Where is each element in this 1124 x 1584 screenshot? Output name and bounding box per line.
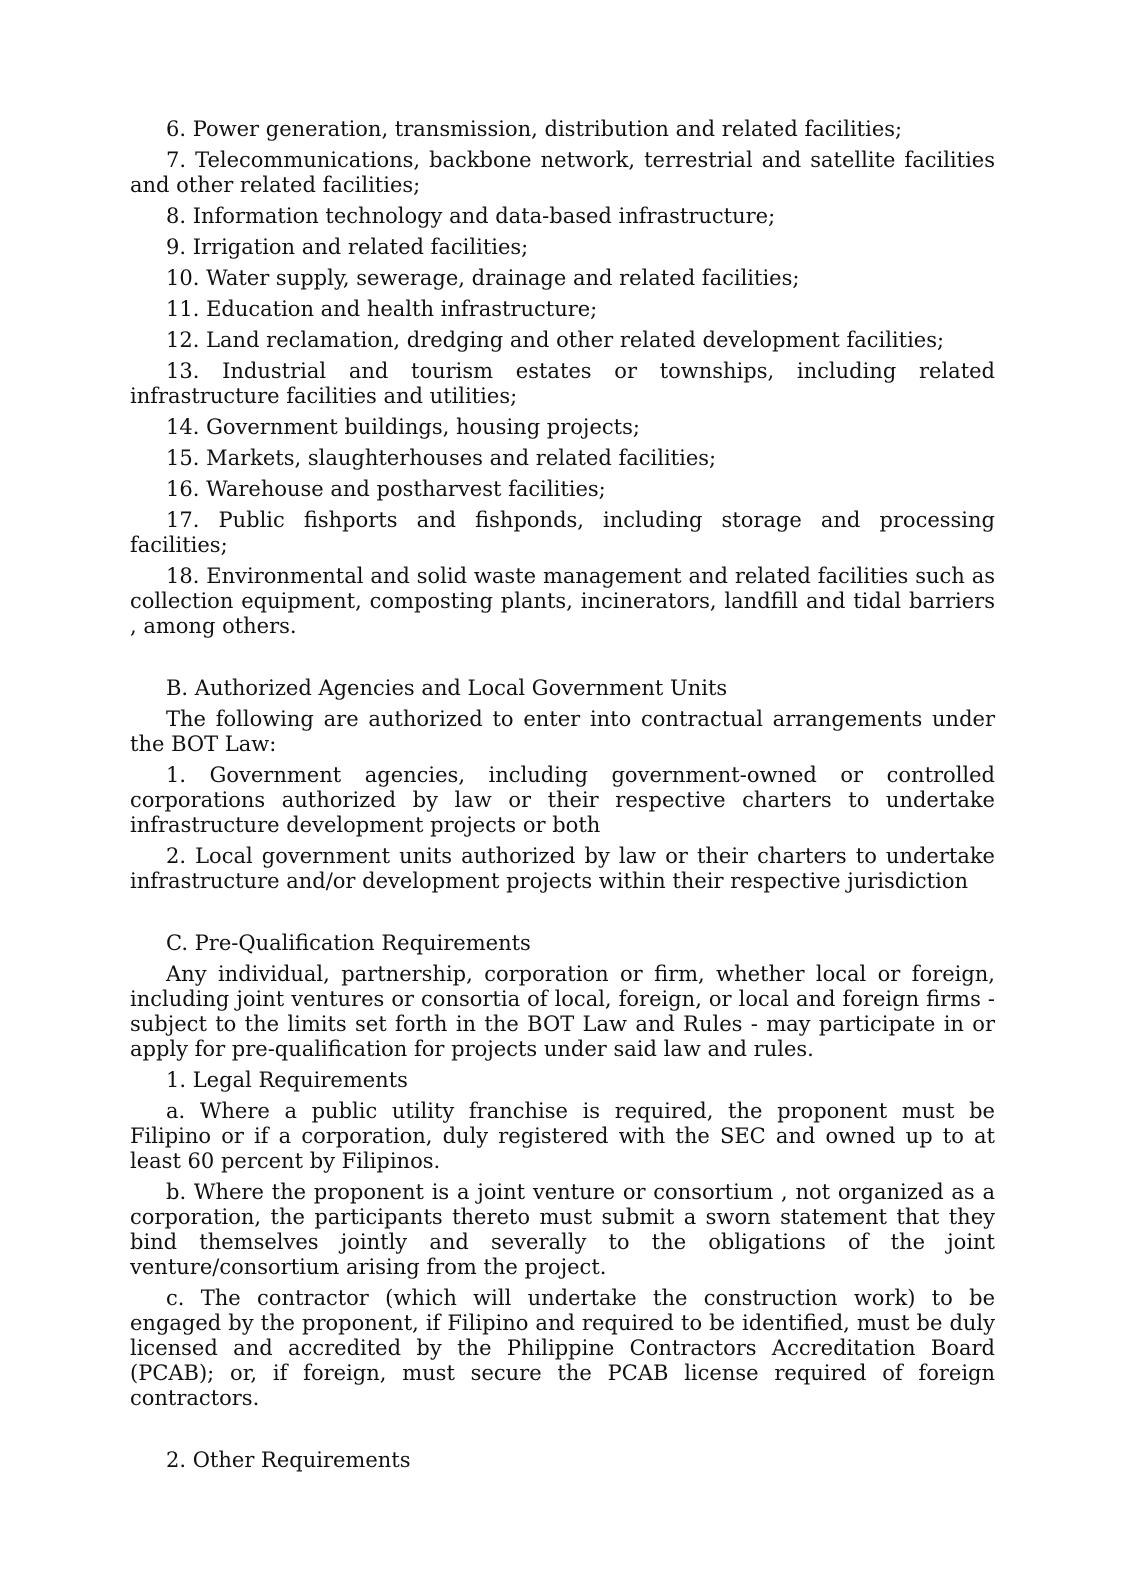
list-item-power: 6. Power generation, transmission, distribution and related facilities; [166, 117, 903, 141]
legal-requirement-b: b. Where the proponent is a joint venture or consortium , not organized as a corporation, the participants thereto must submit a sworn statement that they bind themselves jointly and severally to the obligations of the joint venture/consortium arising from the project. [130, 1180, 995, 1279]
legal-requirement-c: c. The contractor (which will undertake the construction work) to be engaged by the proponent, if Filipino and required to be identified, must be duly licensed and accredited by the Philippine Contractors Accreditation Board (PCAB); or, if foreign, must secure the PCAB license required of foreign contractors. [130, 1286, 995, 1410]
section-c-heading: C. Pre-Qualification Requirements [166, 931, 531, 955]
section-b-item-government-agencies: 1. Government agencies, including government-owned or controlled corporations authorized by law or their respective charters to undertake infrastructure development projects or both [130, 763, 995, 837]
document-body [130, 117, 995, 1479]
legal-requirements-heading: 1. Legal Requirements [166, 1068, 408, 1092]
list-item-fishports: 17. Public fishports and fishponds, including storage and processing facilities; [130, 508, 995, 557]
list-item-irrigation: 9. Irrigation and related facilities; [166, 235, 529, 259]
list-item-land-reclamation: 12. Land reclamation, dredging and other related development facilities; [166, 328, 945, 352]
section-c-intro: Any individual, partnership, corporation or firm, whether local or foreign, including joint ventures or consortia of local, foreign, or local and foreign firms - subject to the limits set forth in the BOT Law and Rules - may participate in or apply for pre-qualification for projects under said law and rules. [130, 962, 995, 1061]
legal-requirement-a: a. Where a public utility franchise is required, the proponent must be Filipino or if a corporation, duly registered with the SEC and owned up to at least 60 percent by Filipinos. [130, 1099, 995, 1173]
list-item-telecommunications: 7. Telecommunications, backbone network, terrestrial and satellite facilities and other related facilities; [130, 148, 995, 197]
section-b-intro: The following are authorized to enter into contractual arrangements under the BOT Law: [130, 707, 995, 756]
list-item-industrial-tourism: 13. Industrial and tourism estates or townships, including related infrastructure facilities and utilities; [130, 359, 995, 408]
list-item-government-buildings: 14. Government buildings, housing projects; [166, 415, 640, 439]
list-item-markets: 15. Markets, slaughterhouses and related facilities; [166, 446, 717, 470]
list-item-environmental: 18. Environmental and solid waste management and related facilities such as collection equipment, composting plants, incinerators, landfill and tidal barriers , among others. [130, 564, 995, 638]
other-requirements-heading: 2. Other Requirements [166, 1448, 411, 1472]
section-spacer [130, 900, 995, 931]
section-b-item-local-government-units: 2. Local government units authorized by law or their charters to undertake infrastructure and/or development projects within their respective jurisdiction [130, 844, 995, 893]
list-item-education-health: 11. Education and health infrastructure; [166, 297, 598, 321]
section-b-heading: B. Authorized Agencies and Local Government Units [166, 676, 728, 700]
section-spacer [130, 1417, 995, 1448]
list-item-water-supply: 10. Water supply, sewerage, drainage and related facilities; [166, 266, 800, 290]
list-item-information-technology: 8. Information technology and data-based infrastructure; [166, 204, 776, 228]
list-item-warehouse: 16. Warehouse and postharvest facilities; [166, 477, 606, 501]
section-spacer [130, 645, 995, 676]
